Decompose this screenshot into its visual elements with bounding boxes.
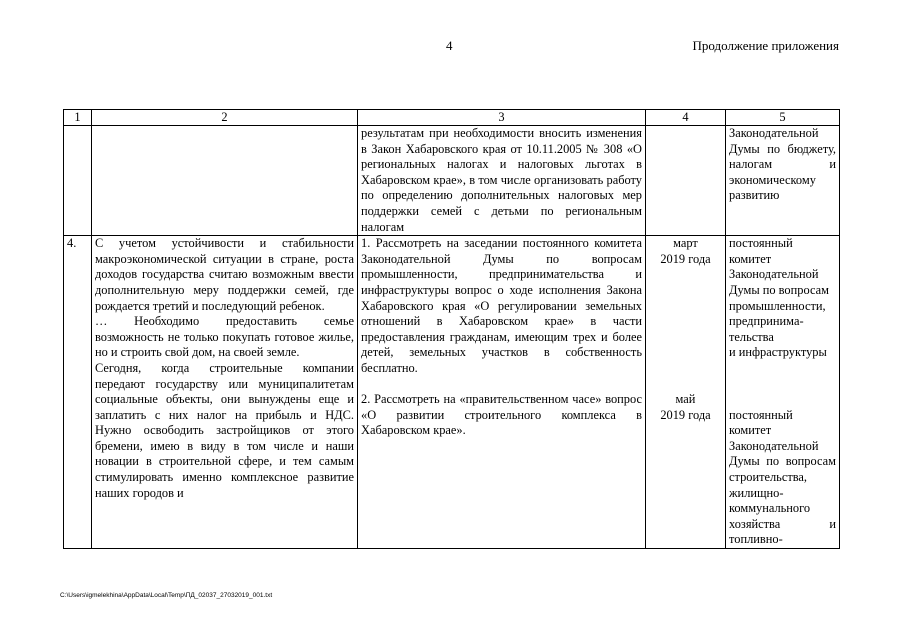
- deadline-2-year: 2019 года: [660, 407, 711, 422]
- deadline-cell: [646, 236, 726, 549]
- continuation-label: Продолжение приложения: [692, 38, 839, 53]
- row-prev-responsible: Законодательной Думы по бюджету, налогам и экономическому развитию: [726, 126, 840, 236]
- responsible-1-end: и инфраструктуры: [729, 345, 827, 360]
- column-header-4: 4: [646, 110, 726, 126]
- message-paragraph: … Необходимо предоставить семье возможность не только покупать готовое жилье, но и строить свой дом, на своей земле.: [95, 314, 354, 360]
- message-paragraph: Сегодня, когда строительные компании передают государству или муниципалитетам социальные объекты, они вынуждены еще и заплатить с них налог на прибыль и НДС. Нужно освободить застройщиков от этого бремени, имею в виду в том числе и наши новации в строительной сфере, и тем самым стимулировать именно комплексное развитие наших городов и: [95, 360, 354, 500]
- table-row: [64, 236, 840, 549]
- responsible-1: постоянный комитет Законодательной Думы по вопросам промышленности, предпринима-: [729, 236, 829, 329]
- responsible-2: постоянный комитет Законодательной Думы по вопросам строительства, жилищно-коммунального хозяйства и топливно-: [729, 407, 836, 547]
- column-header-3: 3: [358, 110, 646, 126]
- responsible-1-cont: тельства: [729, 329, 774, 344]
- row-prev-num: [64, 126, 92, 236]
- page-number: 4: [446, 38, 453, 53]
- table-row: [64, 126, 840, 236]
- row-prev-col2: [92, 126, 358, 236]
- deadline-1-month: март: [673, 236, 698, 251]
- message-paragraph: С учетом устойчивости и стабильности макроэкономической ситуации в стране, роста доходов государства считаю возможным ввести дополнительную меру поддержки семей, где рождается третий и последующий ребенок.: [95, 236, 354, 313]
- file-path-footer: C:\Users\igmelekhina\AppData\Local\Temp\ПД_02037_27032019_001.txt: [60, 592, 273, 599]
- table-header-row: [64, 110, 840, 126]
- row-prev-measures: результатам при необходимости вносить изменения в Закон Хабаровского края от 10.11.2005 № 308 «О региональных налогах и налоговых льготах в Хабаровском крае», в том числе организовать работу по определению дополнительных налоговых мер поддержки семей с детьми по региональным налогам: [358, 126, 646, 236]
- row-number: 4.: [64, 236, 92, 549]
- column-header-2: 2: [92, 110, 358, 126]
- measure-item-2: 2. Рассмотреть на «правительственном часе» вопрос «О развитии строительного комплекса в Хабаровском крае».: [361, 392, 642, 438]
- deadline-1-year: 2019 года: [660, 251, 711, 266]
- message-excerpt: [92, 236, 358, 549]
- responsible-cell: [726, 236, 840, 549]
- measure-item-1: 1. Рассмотреть на заседании постоянного комитета Законодательной Думы по вопросам промышленности, предпринимательства и инфраструктуры вопрос о ходе исполнения Закона Хабаровского края «О регулировании земельных отношений в Хабаровском крае» в части предоставления гражданам, имеющим трех и более детей, земельных участков в собственность бесплатно.: [361, 236, 642, 375]
- row-prev-date: [646, 126, 726, 236]
- appendix-table: [63, 109, 840, 549]
- deadline-2-month: май: [675, 392, 696, 407]
- column-header-5: 5: [726, 110, 840, 126]
- column-header-1: 1: [64, 110, 92, 126]
- measures-cell: [358, 236, 646, 549]
